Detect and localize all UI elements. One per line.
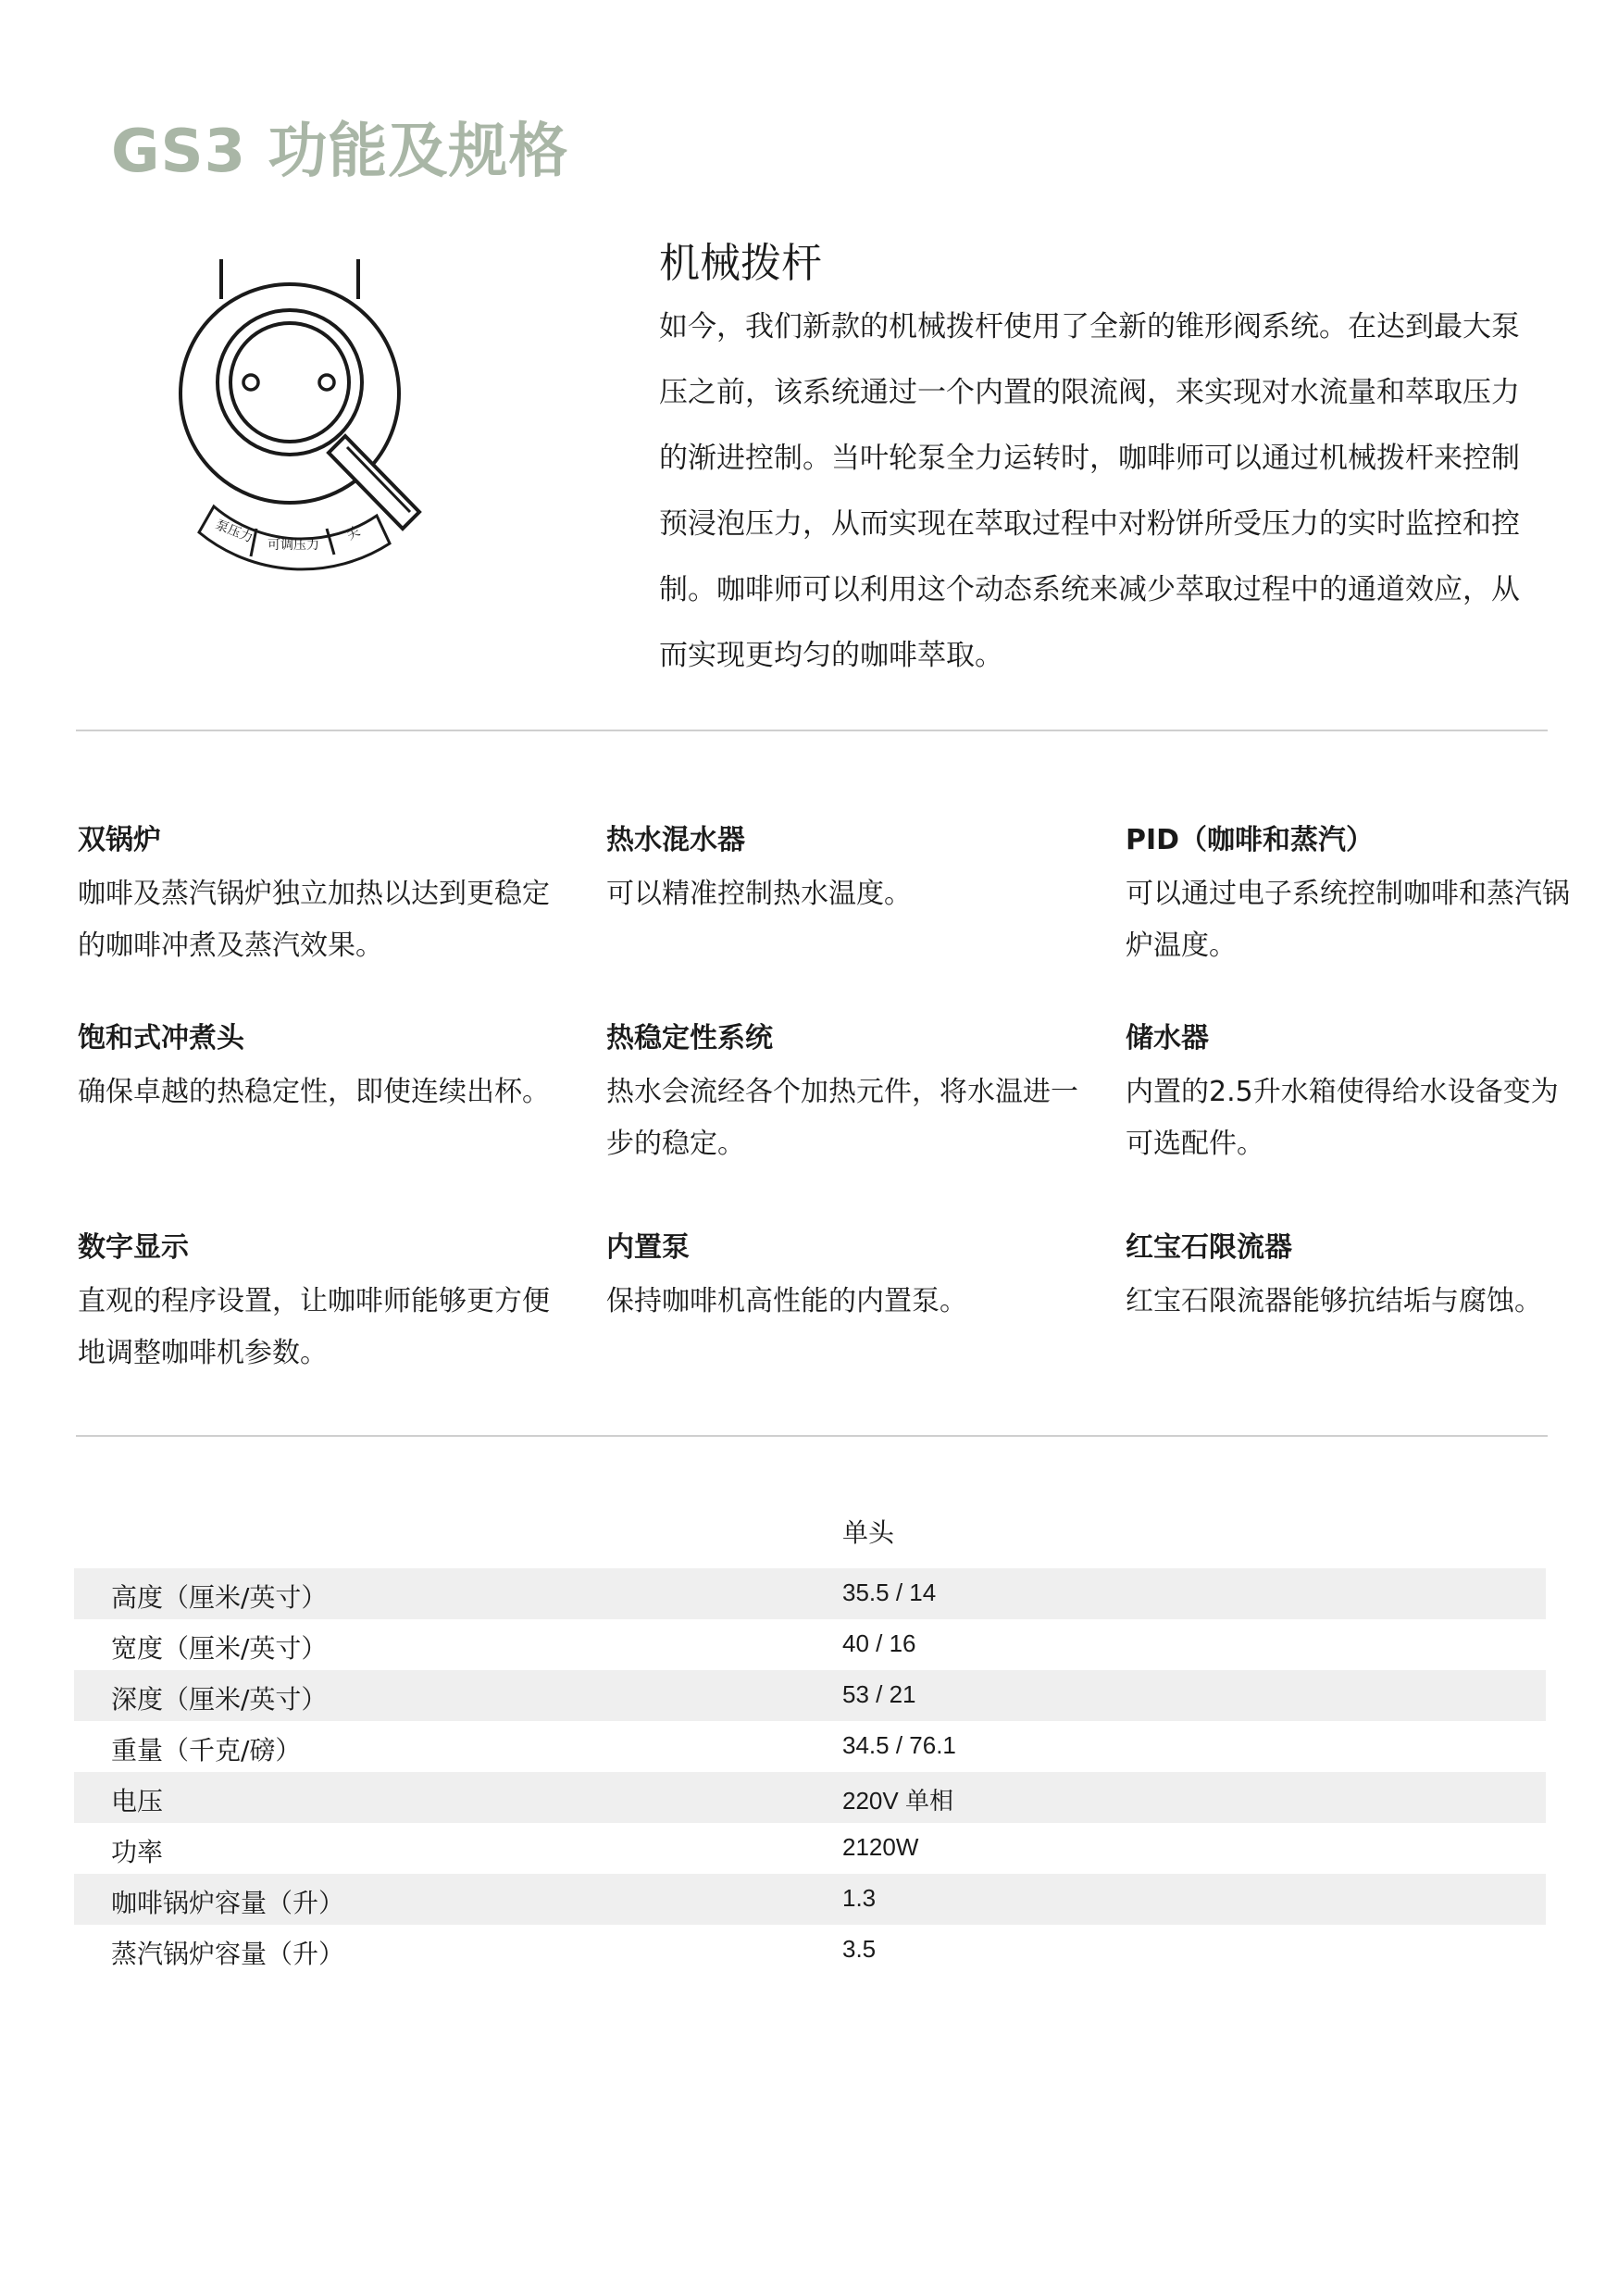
spec-value: 2120W xyxy=(842,1833,919,1861)
table-row xyxy=(74,1670,1546,1721)
table-row xyxy=(74,1925,1546,1976)
feature-desc: 咖啡及蒸汽锅炉独立加热以达到更稳定的咖啡冲煮及蒸汽效果。 xyxy=(78,878,550,962)
spec-label: 功率 xyxy=(111,1837,164,1867)
feature-dual-boiler xyxy=(78,822,559,972)
spec-label: 咖啡锅炉容量（升） xyxy=(111,1888,345,1918)
spec-value: 53 / 21 xyxy=(842,1680,916,1708)
feature-title: 内置泵 xyxy=(606,1231,690,1264)
spec-label: 宽度（厘米/英寸） xyxy=(111,1633,328,1664)
feature-desc: 可以通过电子系统控制咖啡和蒸汽锅炉温度。 xyxy=(1126,878,1570,962)
knob-hole-left xyxy=(243,375,258,390)
feature-desc: 保持咖啡机高性能的内置泵。 xyxy=(606,1285,967,1317)
feature-title: 红宝石限流器 xyxy=(1126,1231,1292,1264)
table-row xyxy=(74,1721,1546,1772)
lever-heading: 机械拨杆 xyxy=(659,240,822,287)
feature-title: 热水混水器 xyxy=(606,824,745,856)
spec-value: 3.5 xyxy=(842,1935,877,1963)
knob xyxy=(230,323,349,442)
table-row xyxy=(74,1823,1546,1874)
feature-thermal-stability xyxy=(606,1020,1088,1170)
table-row xyxy=(74,1619,1546,1670)
feature-desc: 可以精准控制热水温度。 xyxy=(606,878,912,910)
feature-title: 储水器 xyxy=(1126,1022,1209,1054)
feature-desc: 热水会流经各个加热元件，将水温进一步的稳定。 xyxy=(606,1076,1078,1160)
spec-label: 重量（千克/磅） xyxy=(111,1735,302,1766)
feature-title: 双锅炉 xyxy=(78,824,161,856)
table-row xyxy=(74,1568,1546,1619)
table-row xyxy=(74,1772,1546,1823)
spec-value: 35.5 / 14 xyxy=(842,1578,937,1606)
feature-desc: 内置的2.5升水箱使得给水设备变为可选配件。 xyxy=(1126,1076,1559,1160)
spec-value: 34.5 / 76.1 xyxy=(842,1731,956,1759)
feature-hot-water-mixer xyxy=(606,822,1088,920)
feature-desc: 红宝石限流器能够抗结垢与腐蚀。 xyxy=(1126,1285,1542,1317)
spec-label: 高度（厘米/英寸） xyxy=(111,1582,328,1613)
scale-label-off: 关 xyxy=(343,524,363,543)
feature-pid xyxy=(1126,822,1579,972)
knob-hole-right xyxy=(319,375,334,390)
feature-desc: 直观的程序设置，让咖啡师能够更方便地调整咖啡机参数。 xyxy=(78,1285,550,1369)
section-divider xyxy=(76,730,1548,731)
spec-table-header xyxy=(74,1507,1546,1554)
spec-value: 220V 单相 xyxy=(842,1787,953,1815)
feature-saturated-group xyxy=(78,1020,559,1118)
scale-label-adjustable: 可调压力 xyxy=(268,538,319,553)
spec-label: 深度（厘米/英寸） xyxy=(111,1684,328,1715)
page-title: GS3 功能及规格 xyxy=(111,118,569,186)
scale-label-pump: 泵压力 xyxy=(213,517,255,546)
spec-value: 40 / 16 xyxy=(842,1629,916,1657)
spec-value: 1.3 xyxy=(842,1884,877,1912)
spec-column-header: 单头 xyxy=(842,1517,895,1548)
feature-title: 饱和式冲煮头 xyxy=(78,1022,244,1054)
lever-description: 如今，我们新款的机械拨杆使用了全新的锥形阀系统。在达到最大泵压之前，该系统通过一个内置的限流阀，来实现对水流量和萃取压力的渐进控制。当叶轮泵全力运转时，咖啡师可以通过机械拨杆来控制预浸泡压力，从而实现在萃取过程中对粉饼所受压力的实时监控和控制。咖啡师可以利用这个动态系统来减少萃取过程中的通道效应，从而实现更均匀的咖啡萃取。 xyxy=(659,310,1520,672)
feature-desc: 确保卓越的热稳定性，即使连续出杯。 xyxy=(78,1076,550,1108)
inner-ring xyxy=(218,310,362,455)
feature-title: 热稳定性系统 xyxy=(606,1022,773,1054)
section-divider xyxy=(76,1435,1548,1437)
spec-table xyxy=(74,1507,1546,1976)
lever-diagram xyxy=(171,255,458,583)
spec-label: 蒸汽锅炉容量（升） xyxy=(111,1939,345,1969)
feature-digital-display xyxy=(78,1229,559,1379)
scale-divider-2 xyxy=(327,529,334,555)
feature-title: PID（咖啡和蒸汽） xyxy=(1126,824,1375,856)
spec-label: 电压 xyxy=(111,1786,164,1816)
feature-title: 数字显示 xyxy=(78,1231,189,1264)
lever-paddle xyxy=(329,436,419,529)
feature-ruby-restrictor xyxy=(1126,1229,1588,1328)
table-row xyxy=(74,1874,1546,1925)
feature-internal-pump xyxy=(606,1229,1088,1328)
feature-reservoir xyxy=(1126,1020,1579,1170)
